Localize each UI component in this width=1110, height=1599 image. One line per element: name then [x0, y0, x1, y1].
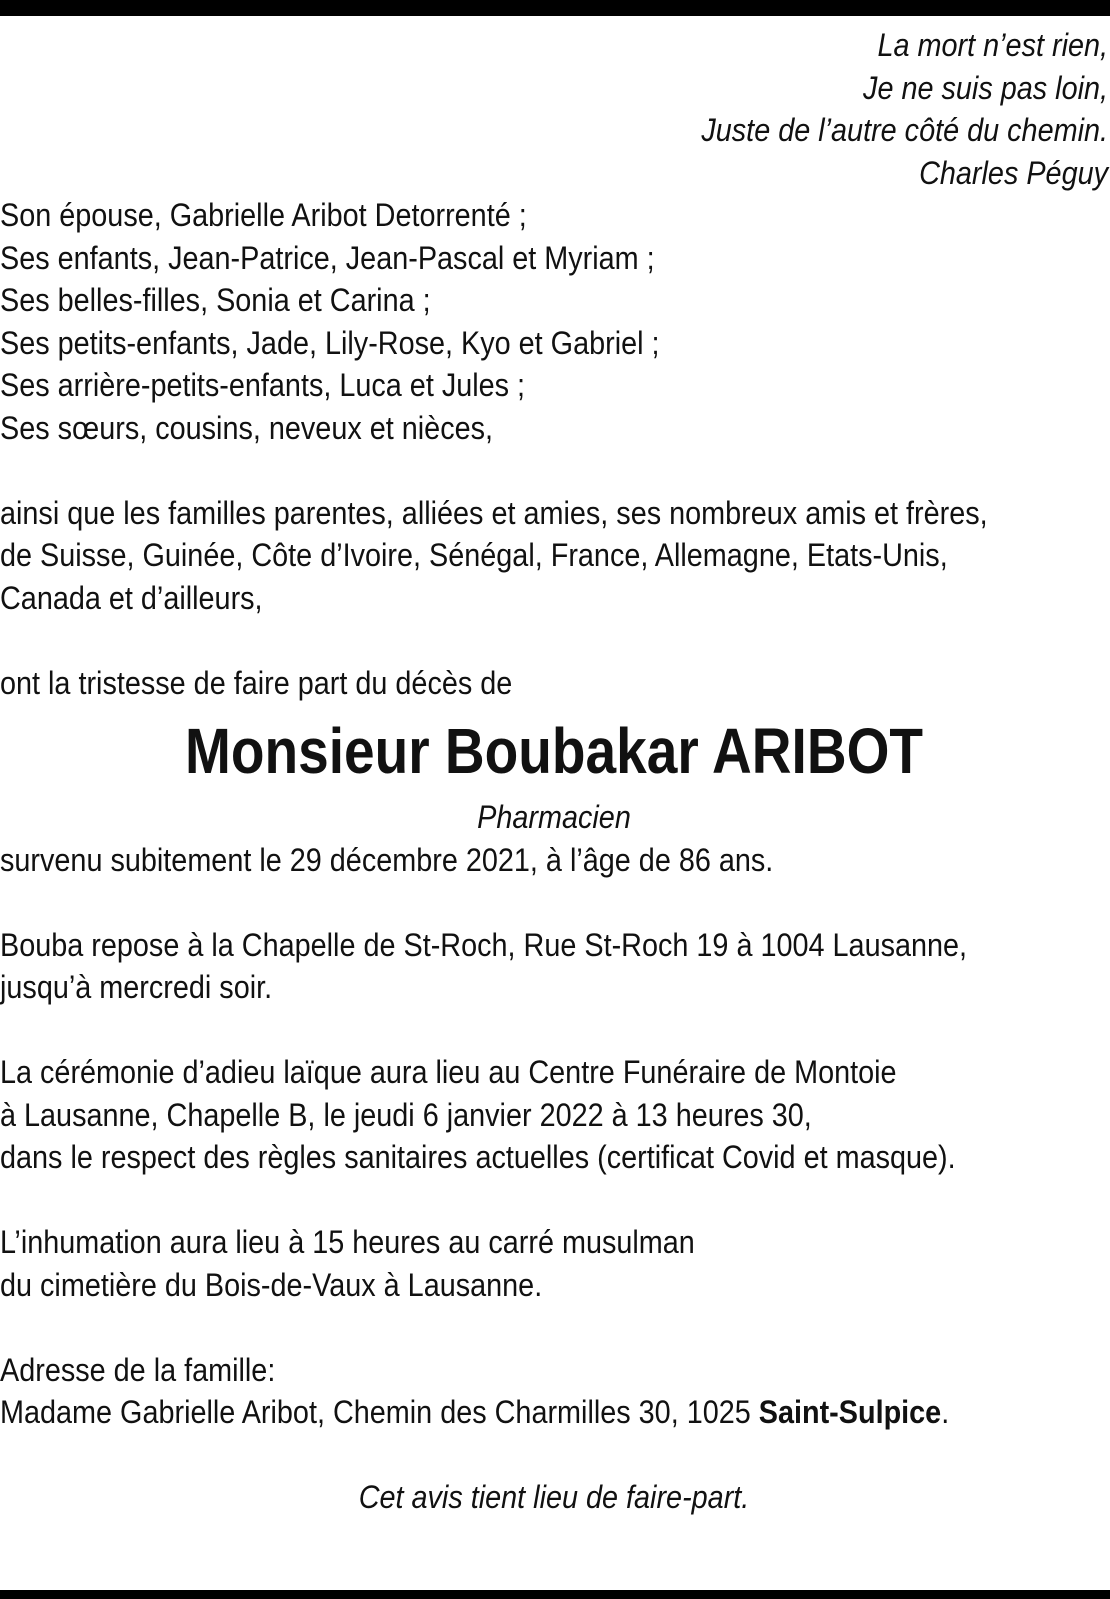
rest-paragraph	[0, 924, 1108, 1009]
spacer	[0, 881, 1108, 924]
address-street: Madame Gabrielle Aribot, Chemin des Charmilles 30, 1025	[0, 1394, 759, 1430]
spacer	[0, 1009, 1108, 1052]
ceremony-line: à Lausanne, Chapelle B, le jeudi 6 janvier 2022 à 13 heures 30,	[0, 1096, 812, 1133]
burial-line: L’inhumation aura lieu à 15 heures au carré musulman	[0, 1224, 695, 1260]
ceremony-paragraph	[0, 1051, 1108, 1179]
ceremony-line: La cérémonie d’adieu laïque aura lieu au Centre Funéraire de Montoie	[0, 1054, 897, 1090]
family-list	[0, 194, 1108, 449]
obituary-notice	[0, 24, 1108, 1519]
relatives-line: Canada et d’ailleurs,	[0, 579, 263, 616]
burial-line: du cimetière du Bois-de-Vaux à Lausanne.	[0, 1266, 543, 1303]
family-line: Ses arrière-petits-enfants, Luca et Jules ;	[0, 367, 526, 403]
profession-block	[0, 796, 1108, 839]
spacer	[0, 1434, 1108, 1477]
address-label: Adresse de la famille:	[0, 1351, 276, 1388]
death-info: survenu subitement le 29 décembre 2021, à l’âge de 86 ans.	[0, 841, 774, 878]
spacer	[0, 1306, 1108, 1349]
bottom-border	[0, 1590, 1110, 1599]
epigraph-line: Juste de l’autre côté du chemin.	[701, 112, 1108, 148]
spacer	[0, 1179, 1108, 1222]
relatives-line: ainsi que les familles parentes, alliées et amies, ses nombreux amis et frères,	[0, 494, 988, 531]
spacer	[0, 619, 1108, 662]
epigraph-line: La mort n’est rien,	[877, 27, 1108, 63]
family-address	[0, 1349, 1108, 1434]
rest-line: jusqu’à mercredi soir.	[0, 969, 273, 1005]
address-line	[0, 1391, 997, 1434]
deceased-profession: Pharmacien	[477, 799, 631, 835]
relatives-paragraph	[0, 492, 1108, 620]
family-line: Ses belles-filles, Sonia et Carina ;	[0, 282, 431, 318]
ceremony-line: dans le respect des règles sanitaires actuelles (certificat Covid et masque).	[0, 1139, 956, 1175]
announcement-text: ont la tristesse de faire part du décès de	[0, 664, 513, 701]
family-line: Ses enfants, Jean-Patrice, Jean-Pascal et Myriam ;	[0, 239, 655, 276]
deceased-name: Monsieur Boubakar ARIBOT	[184, 715, 924, 787]
family-line: Son épouse, Gabrielle Aribot Detorrenté ;	[0, 197, 527, 233]
top-border	[0, 0, 1110, 16]
rest-line: Bouba repose à la Chapelle de St-Roch, Rue St-Roch 19 à 1004 Lausanne,	[0, 926, 968, 963]
address-city: Saint-Sulpice	[758, 1394, 942, 1430]
relatives-line: de Suisse, Guinée, Côte d’Ivoire, Sénégal, France, Allemagne, Etats-Unis,	[0, 537, 948, 573]
epigraph-line: Je ne suis pas loin,	[863, 69, 1108, 106]
family-line: Ses sœurs, cousins, neveux et nièces,	[0, 409, 494, 446]
epigraph-author: Charles Péguy	[919, 154, 1108, 191]
closing-note: Cet avis tient lieu de faire-part.	[358, 1479, 750, 1515]
family-line: Ses petits-enfants, Jade, Lily-Rose, Kyo et Gabriel ;	[0, 324, 660, 361]
burial-paragraph	[0, 1221, 1108, 1306]
address-end: .	[941, 1394, 950, 1430]
epigraph-quote	[0, 24, 1108, 194]
closing-block	[0, 1476, 1108, 1519]
spacer	[0, 449, 1108, 492]
